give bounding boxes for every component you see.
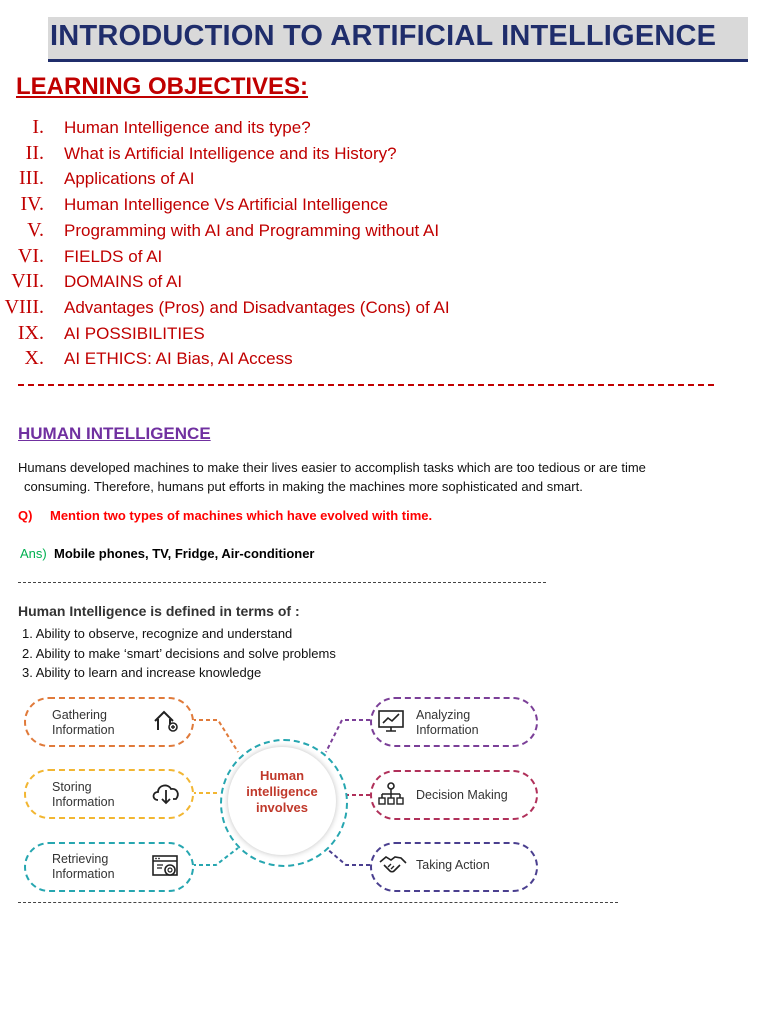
objective-text: Programming with AI and Programming without AI (64, 220, 440, 240)
center-label-line: involves (255, 800, 309, 815)
node-label-line: Information (52, 723, 115, 737)
objective-number: IX. (17, 321, 44, 344)
center-label-line: intelligence (246, 784, 318, 799)
node-label-line: Information (52, 867, 115, 881)
page-title: INTRODUCTION TO ARTIFICIAL INTELLIGENCE (50, 20, 717, 52)
cloud-download-icon (150, 780, 182, 806)
objective-number: III. (19, 167, 44, 190)
learning-objectives-heading: LEARNING OBJECTIVES: (16, 73, 309, 100)
node-label-line: Gathering (52, 708, 107, 722)
answer-text: Mobile phones, TV, Fridge, Air-conditioner (54, 546, 315, 561)
paragraph-line: consuming. Therefore, humans put efforts in making the machines more sophisticated and smart. (24, 479, 583, 494)
center-label (228, 768, 336, 816)
objective-text: Human Intelligence Vs Artificial Intelligence (64, 195, 389, 215)
human-intelligence-heading: HUMAN INTELLIGENCE (18, 424, 211, 443)
objective-text: Advantages (Pros) and Disadvantages (Cons) of AI (64, 297, 450, 317)
objective-text: Applications of AI (64, 169, 195, 189)
objective-text: AI ETHICS: AI Bias, AI Access (64, 349, 293, 369)
browser-gear-icon (151, 853, 181, 879)
node-label-line: Storing (52, 780, 92, 794)
house-hand-icon (152, 708, 180, 734)
node-label: Taking Action (416, 858, 490, 872)
objective-number: V. (27, 218, 44, 241)
node-label (416, 708, 479, 738)
node-label (52, 780, 115, 810)
divider-line (18, 902, 618, 903)
center-label-line: Human (259, 768, 305, 783)
question-text: Mention two types of machines which have evolved with time. (50, 508, 433, 523)
node-label (52, 708, 115, 738)
node-label-line: Retrieving (52, 852, 109, 866)
definition-item: 3. Ability to learn and increase knowledge (22, 665, 262, 680)
objective-number: IV. (20, 193, 44, 216)
chart-board-icon (376, 708, 406, 734)
definition-item: 2. Ability to make ‘smart’ decisions and solve problems (22, 645, 336, 661)
definition-heading: Human Intelligence is defined in terms of : (18, 603, 300, 619)
node-label (52, 852, 115, 882)
objective-text: Human Intelligence and its type? (64, 118, 311, 137)
objective-number: II. (25, 141, 44, 164)
objective-text: What is Artificial Intelligence and its History? (64, 143, 397, 163)
node-label-line: Analyzing (416, 708, 471, 722)
objective-number: VIII. (4, 295, 44, 318)
objective-number: I. (32, 116, 44, 138)
objective-number: VI. (17, 244, 44, 267)
handshake-icon (378, 852, 408, 878)
node-label: Decision Making (416, 788, 508, 802)
node-label-line: Information (416, 723, 479, 737)
objective-number: VII. (11, 270, 44, 293)
org-chart-icon (376, 781, 406, 807)
objective-text: FIELDS of AI (64, 246, 163, 266)
node-label-line: Information (52, 795, 115, 809)
answer-label: Ans) (20, 546, 47, 561)
objective-text: DOMAINS of AI (64, 272, 183, 292)
question-label: Q) (18, 508, 33, 523)
definition-item: 1. Ability to observe, recognize and understand (22, 626, 293, 641)
paragraph-line: Humans developed machines to make their lives easier to accomplish tasks which are too tedious or are time (18, 460, 646, 475)
objective-number: X. (24, 347, 44, 370)
objective-text: AI POSSIBILITIES (64, 323, 205, 343)
